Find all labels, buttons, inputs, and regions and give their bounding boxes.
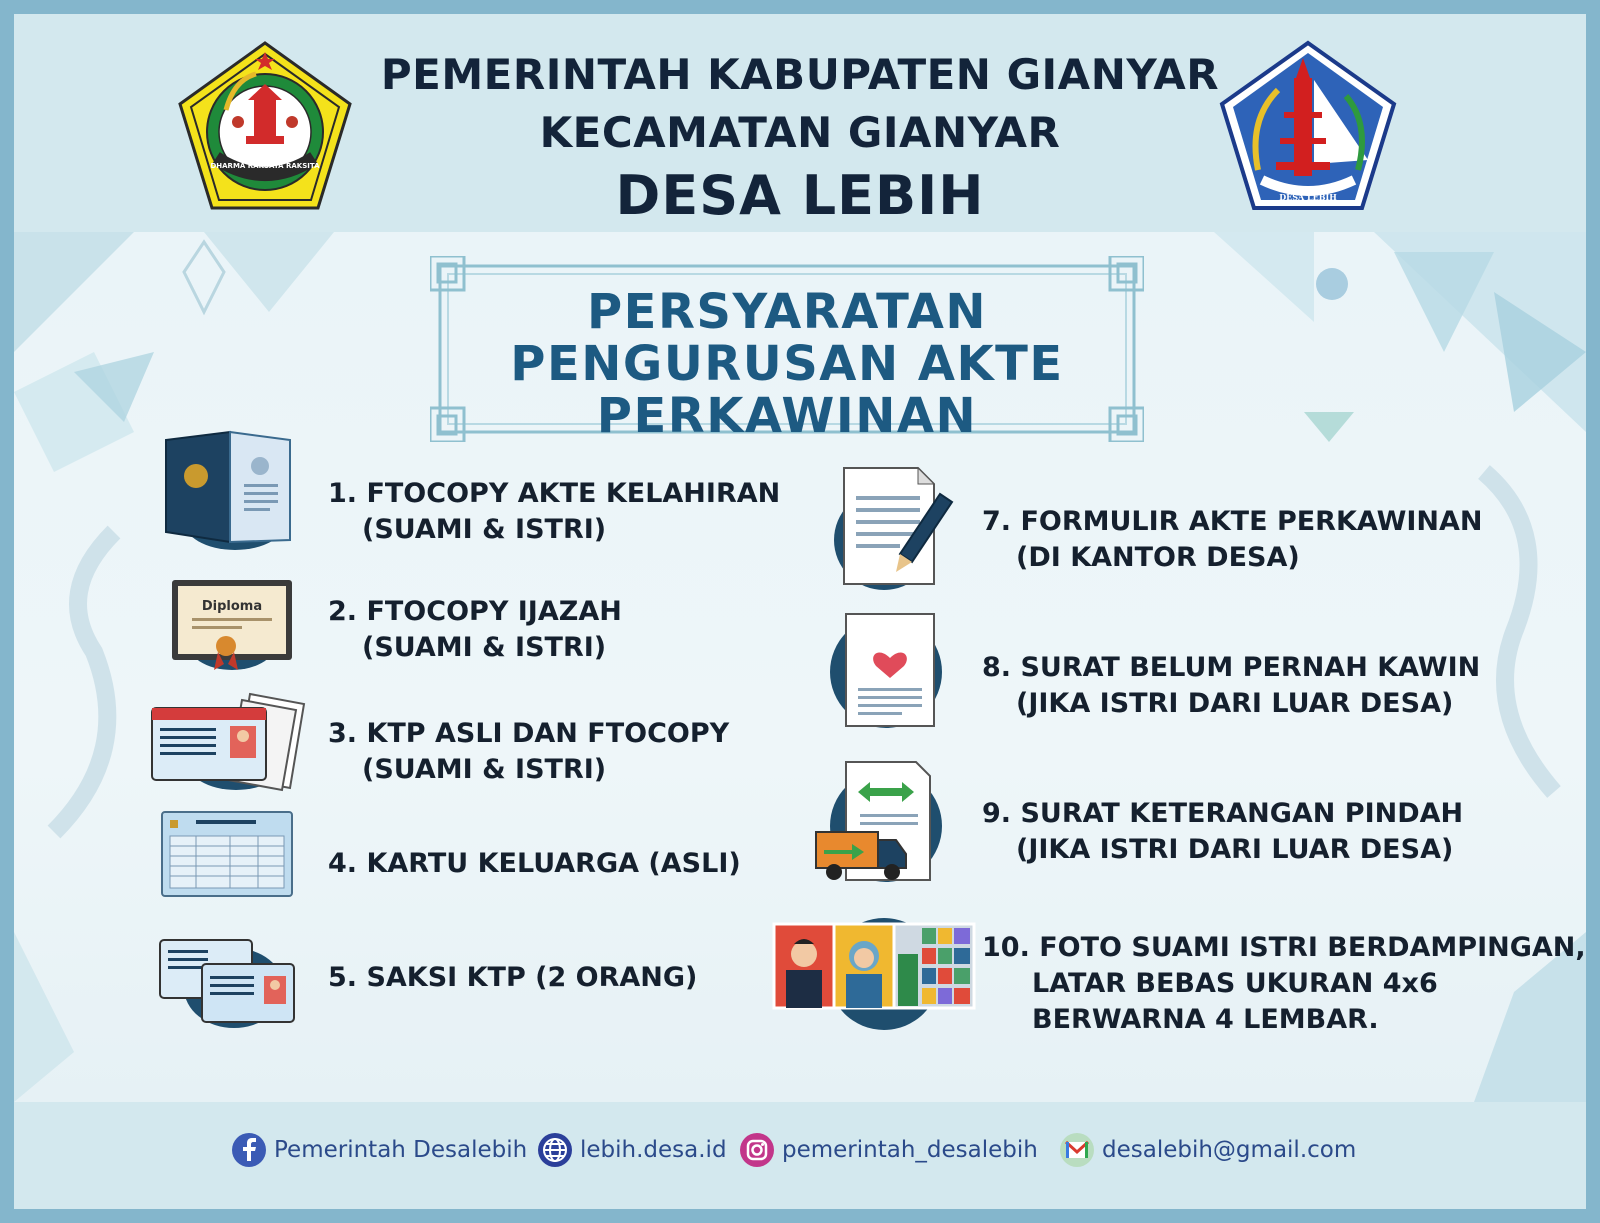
requirement-8-main: 8. SURAT BELUM PERNAH KAWIN xyxy=(982,652,1481,683)
form-pen-icon xyxy=(828,460,958,592)
diploma-icon xyxy=(166,570,298,676)
id-card-icon xyxy=(150,684,310,796)
requirement-2 xyxy=(328,594,622,666)
couple-photo-icon xyxy=(772,914,976,1032)
requirement-9-sub: (JIKA ISTRI DARI LUAR DESA) xyxy=(1016,834,1454,865)
requirement-10 xyxy=(982,930,1586,1038)
requirement-4 xyxy=(328,846,741,882)
requirement-8 xyxy=(982,650,1480,722)
requirement-9-main: 9. SURAT KETERANGAN PINDAH xyxy=(982,798,1464,829)
birth-certificate-icon xyxy=(160,430,310,554)
website-url: lebih.desa.id xyxy=(580,1137,727,1163)
header-line-village: DESA LEBIH xyxy=(615,164,985,227)
requirement-9 xyxy=(982,796,1463,868)
requirement-5-main: 5. SAKSI KTP (2 ORANG) xyxy=(328,962,698,993)
family-card-icon xyxy=(160,808,294,900)
diploma-label: Diploma xyxy=(201,599,263,614)
requirement-1-main: 1. FTOCOPY AKTE KELAHIRAN xyxy=(328,478,781,509)
poster-frame xyxy=(14,14,1586,1209)
requirement-10-sub: LATAR BEBAS UKURAN 4x6 xyxy=(1032,968,1438,999)
moving-truck-letter-icon xyxy=(812,756,962,886)
title-line-1: PERSYARATAN xyxy=(586,284,988,340)
requirement-2-sub: (SUAMI & ISTRI) xyxy=(362,632,607,663)
globe-icon xyxy=(536,1131,574,1169)
requirement-7-sub: (DI KANTOR DESA) xyxy=(1016,542,1300,573)
logo-right-caption: DESA LEBIH xyxy=(1279,192,1337,202)
requirement-4-main: 4. KARTU KELUARGA (ASLI) xyxy=(328,848,741,879)
requirement-7 xyxy=(982,504,1483,576)
email-address: desalebih@gmail.com xyxy=(1102,1137,1357,1163)
requirement-2-main: 2. FTOCOPY IJAZAH xyxy=(328,596,622,627)
title-line-2: PENGURUSAN AKTE xyxy=(510,336,1064,392)
header xyxy=(14,14,1586,232)
title-line-3: PERKAWINAN xyxy=(596,388,978,444)
gmail-icon xyxy=(1058,1131,1096,1169)
requirement-1-sub: (SUAMI & ISTRI) xyxy=(362,514,607,545)
requirement-7-main: 7. FORMULIR AKTE PERKAWINAN xyxy=(982,506,1483,537)
instagram-icon xyxy=(738,1131,776,1169)
logo-left-motto: DHARMA RAKSATA RAKSITA xyxy=(210,162,320,170)
facebook-link[interactable] xyxy=(230,1130,527,1170)
footer xyxy=(14,1102,1586,1209)
instagram-link[interactable] xyxy=(738,1130,1038,1170)
facebook-icon xyxy=(230,1131,268,1169)
header-line-district: KECAMATAN GIANYAR xyxy=(539,108,1061,157)
requirement-5 xyxy=(328,960,697,996)
facebook-handle: Pemerintah Desalebih xyxy=(274,1137,528,1163)
content-area xyxy=(14,232,1586,1102)
requirement-8-sub: (JIKA ISTRI DARI LUAR DESA) xyxy=(1016,688,1454,719)
requirement-3-sub: (SUAMI & ISTRI) xyxy=(362,754,607,785)
requirement-3-main: 3. KTP ASLI DAN FTOCOPY xyxy=(328,718,730,749)
requirement-3 xyxy=(328,716,729,788)
instagram-handle: pemerintah_desalebih xyxy=(782,1137,1038,1163)
website-link[interactable] xyxy=(536,1130,727,1170)
email-link[interactable] xyxy=(1058,1130,1356,1170)
heart-letter-icon xyxy=(828,608,960,732)
header-line-regency: PEMERINTAH KABUPATEN GIANYAR xyxy=(380,50,1220,99)
desa-lebih-logo xyxy=(1218,40,1398,212)
witness-id-cards-icon xyxy=(158,928,298,1032)
requirement-10-main: 10. FOTO SUAMI ISTRI BERDAMPINGAN, xyxy=(982,932,1586,963)
requirement-10-sub2: BERWARNA 4 LEMBAR. xyxy=(1032,1004,1379,1035)
requirement-1 xyxy=(328,476,780,548)
